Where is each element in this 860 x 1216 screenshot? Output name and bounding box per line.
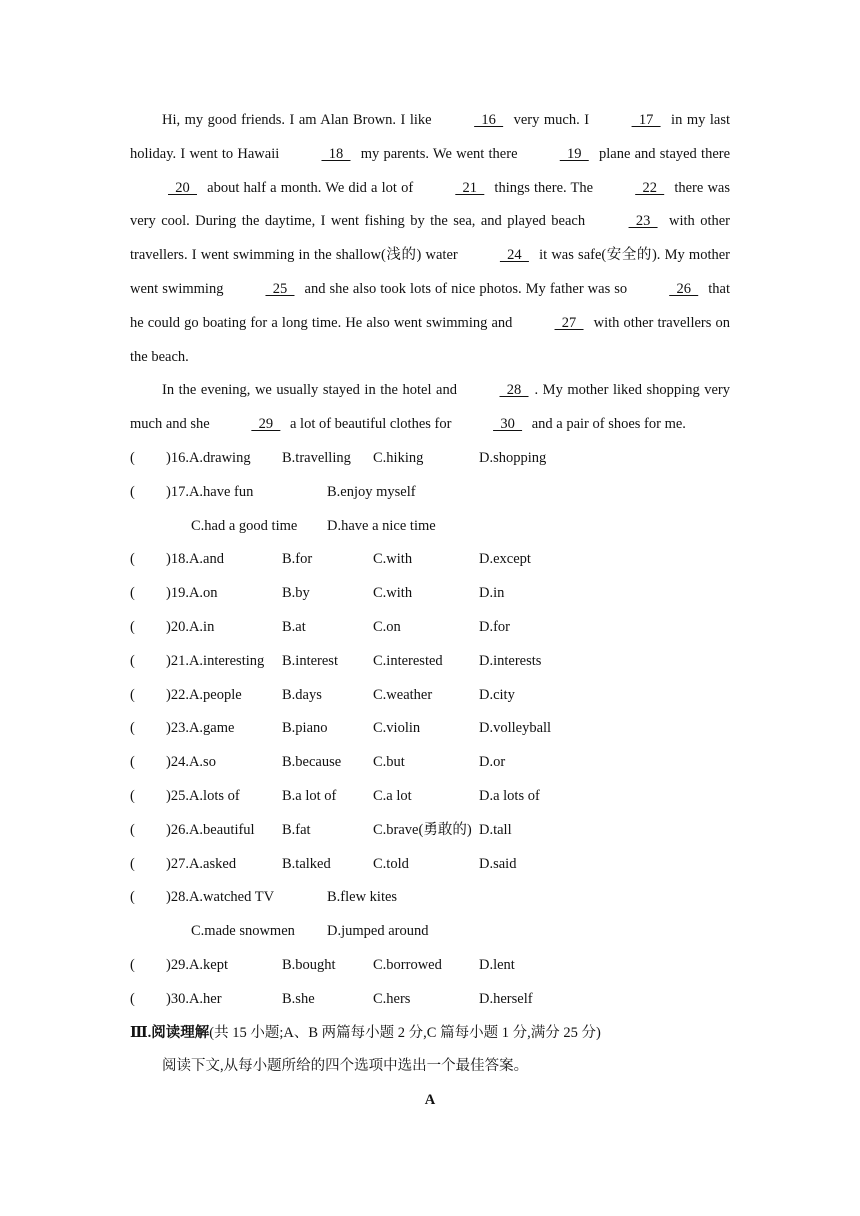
option-b: B.interest [282,652,338,669]
option-c: C.with [373,551,413,568]
question-row [130,679,730,713]
option-c: C.with [373,585,413,602]
option-a: )26.A.beautiful [166,821,255,838]
blank-26: 26 [669,280,699,297]
question-row-continued [130,510,730,544]
passage-text: it was safe(安全的). My mother went swimming [130,247,730,297]
answer-paren: ( [130,855,135,872]
option-b: B.enjoy myself [327,483,416,500]
passage-text: there was very cool. During the daytime, I went fishing by the sea, and played beach [130,179,730,230]
answer-paren: ( [130,483,135,500]
option-c: C.violin [373,720,421,737]
option-a: )19.A.on [166,585,218,602]
option-c: C.had a good time [191,517,298,534]
option-a: )21.A.interesting [166,652,265,669]
option-b: B.she [282,990,315,1007]
answer-paren: ( [130,821,135,838]
passage-text: things there. The [490,179,598,196]
section-note: (共 15 小题;A、B 两篇每小题 2 分,C 篇每小题 1 分,满分 25 分) [209,1024,601,1041]
blank-20: 20 [168,179,197,196]
option-c: C.on [373,618,401,635]
passage-text: plane and stayed there [594,145,731,162]
passage-text: that he could go boating for a long time. He also went swimming and [130,280,730,331]
blank-22: 22 [635,179,665,196]
option-a: )17.A.have fun [166,483,254,500]
option-c: C.a lot [373,787,412,804]
option-d: D.jumped around [327,923,429,940]
option-b: B.bought [282,956,336,973]
option-a: )30.A.her [166,990,222,1007]
question-row [130,442,730,476]
answer-paren: ( [130,618,135,635]
option-b: B.by [282,585,310,602]
passage-text: and she also took lots of nice photos. My father was so [300,280,632,297]
option-b: B.a lot of [282,787,337,804]
option-d: D.for [479,618,511,635]
option-d: D.shopping [479,449,547,466]
answer-paren: ( [130,787,135,804]
blank-27: 27 [554,314,584,331]
option-c: C.told [373,855,409,872]
passage-text: a lot of beautiful clothes for [286,416,456,433]
option-c: C.weather [373,686,433,703]
question-row [130,577,730,611]
option-d: D.lent [479,956,515,973]
question-row [130,780,730,814]
answer-paren: ( [130,956,135,973]
option-d: D.said [479,855,517,872]
option-a: )25.A.lots of [166,787,240,804]
option-b: B.at [282,618,306,635]
passage-text: about half a month. We did a lot of [203,179,418,196]
option-a: )28.A.watched TV [166,889,275,906]
option-b: B.talked [282,855,331,872]
answer-paren: ( [130,551,135,568]
option-c: C.but [373,754,405,771]
answer-paren: ( [130,990,135,1007]
option-d: D.have a nice time [327,517,436,534]
question-row [130,848,730,882]
blank-29: 29 [251,416,281,433]
question-row [130,611,730,645]
blank-30: 30 [493,416,523,433]
option-d: D.herself [479,990,533,1007]
passage-text: my parents. We went there [356,145,522,162]
option-c: C.hiking [373,449,424,466]
option-b: B.because [282,754,342,771]
option-b: B.flew kites [327,889,398,906]
passage-text: . My mother liked shopping very much and she [130,382,730,433]
option-b: B.for [282,551,313,568]
option-b: B.travelling [282,449,351,466]
blank-17: 17 [631,112,661,128]
option-d: D.volleyball [479,720,552,737]
passage-text: in my last holiday. I went to Hawaii [130,112,730,162]
blank-25: 25 [265,280,295,297]
option-c: C.borrowed [373,956,442,973]
blank-19: 19 [559,145,589,162]
part-label: A [424,1092,436,1109]
blank-21: 21 [455,179,485,196]
option-a: )29.A.kept [166,956,229,973]
question-row-continued [130,915,730,949]
passage-text: with other travellers. I went swimming in the shallow(浅的) water [130,213,730,264]
option-a: )16.A.drawing [166,449,251,466]
blank-23: 23 [628,213,658,230]
option-b: B.fat [282,821,311,838]
option-a: )23.A.game [166,720,235,737]
exam-page [130,104,730,1118]
option-a: )22.A.people [166,686,242,703]
option-a: )24.A.so [166,754,216,771]
option-d: D.interests [479,652,542,669]
passage-text: In the evening, we usually stayed in the hotel and [162,382,462,399]
option-a: )18.A.and [166,551,224,568]
option-a: )20.A.in [166,618,215,635]
blank-24: 24 [499,247,529,264]
question-row [130,476,730,510]
option-c: C.made snowmen [191,923,295,940]
answer-paren: ( [130,585,135,602]
option-d: D.or [479,754,506,771]
question-row [130,949,730,983]
option-b: B.piano [282,720,328,737]
passage-text: and a pair of shoes for me. [528,416,686,433]
blank-18: 18 [321,145,351,162]
answer-paren: ( [130,449,135,466]
section-title: Ⅲ.阅读理解 [130,1024,210,1041]
answer-paren: ( [130,889,135,906]
question-row [130,543,730,577]
option-c: C.hers [373,990,411,1007]
answer-paren: ( [130,652,135,669]
question-row [130,814,730,848]
option-b: B.days [282,686,322,703]
option-c: C.interested [373,652,443,669]
blank-16: 16 [474,112,504,128]
question-row [130,746,730,780]
passage-text: Hi, my good friends. I am Alan Brown. I like [162,112,437,128]
answer-paren: ( [130,686,135,703]
question-row [130,645,730,679]
option-d: D.city [479,686,515,703]
option-c: C.brave(勇敢的) [373,821,472,838]
question-row [130,712,730,746]
option-d: D.except [479,551,531,568]
answer-paren: ( [130,754,135,771]
question-row [130,881,730,915]
option-d: D.tall [479,821,512,838]
option-d: D.a lots of [479,787,540,804]
blank-28: 28 [499,382,529,399]
question-list [130,442,730,1017]
option-a: )27.A.asked [166,855,237,872]
section-heading [130,1017,730,1051]
section-instruction: 阅读下文,从每小题所给的四个选项中选出一个最佳答案。 [162,1058,529,1075]
option-d: D.in [479,585,505,602]
question-row [130,983,730,1017]
answer-paren: ( [130,720,135,737]
passage-paragraph-1 [130,104,730,374]
passage-paragraph-2 [130,374,730,442]
passage-text: with other travellers on the beach. [130,314,731,365]
passage-text: very much. I [509,112,594,128]
